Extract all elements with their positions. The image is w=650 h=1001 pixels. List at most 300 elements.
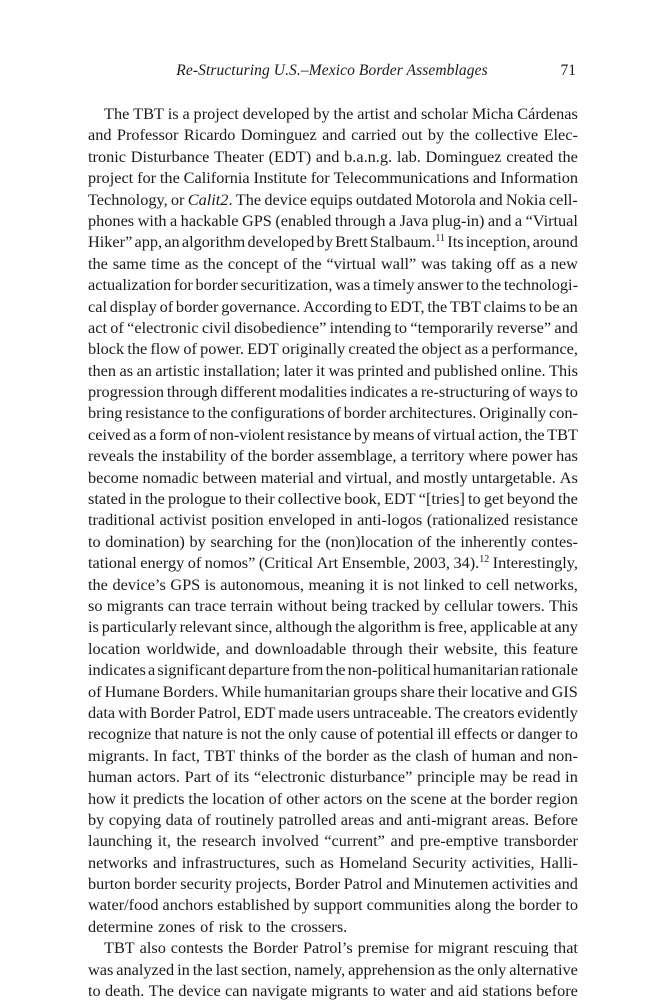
- word: Technology,: [88, 189, 168, 209]
- word: resistance: [125, 403, 190, 423]
- word: at: [450, 788, 463, 808]
- word: Its: [447, 232, 464, 252]
- text-line: [88, 980, 578, 1001]
- word: The: [434, 702, 461, 722]
- word: region: [536, 788, 578, 808]
- word: before: [536, 981, 578, 1001]
- word: through: [166, 382, 218, 402]
- word: as: [437, 959, 452, 979]
- word: in: [565, 767, 578, 787]
- word: tational: [88, 553, 137, 573]
- word: algorithm: [357, 617, 422, 637]
- word: and: [390, 831, 414, 851]
- word: assemblage,: [317, 446, 397, 466]
- word: cause: [320, 724, 357, 744]
- text-line: [88, 124, 578, 145]
- word: This: [549, 360, 578, 380]
- word: not: [240, 724, 262, 744]
- word: border: [134, 874, 177, 894]
- word: worldwide,: [146, 638, 220, 658]
- word: of: [359, 724, 374, 744]
- word: Information: [500, 168, 578, 188]
- word: territory: [411, 446, 465, 466]
- word: time: [151, 253, 180, 273]
- word: and: [430, 981, 454, 1001]
- word: the: [300, 531, 321, 551]
- word: different: [220, 382, 277, 402]
- word: project: [193, 104, 239, 123]
- word: is: [424, 617, 435, 637]
- word: copying: [108, 809, 162, 829]
- word: networks: [88, 852, 148, 872]
- word: modalities: [279, 382, 347, 402]
- word: the: [466, 788, 486, 808]
- footnote-marker: 12: [479, 554, 490, 566]
- word: areas: [340, 809, 375, 829]
- word: (Critical: [258, 553, 314, 573]
- word: where: [468, 446, 509, 466]
- word: or: [170, 189, 185, 209]
- word: feature: [532, 638, 578, 658]
- word: equips: [310, 189, 353, 209]
- text-line: [88, 274, 578, 295]
- word: projects,: [235, 874, 292, 894]
- text-line: [88, 402, 578, 423]
- word: is: [204, 574, 216, 594]
- word: users: [316, 702, 350, 722]
- word: Stalbaum.$^{11}$: [369, 232, 446, 252]
- word: humanitarian: [432, 660, 519, 680]
- word: Halli-: [539, 852, 578, 872]
- word: the: [454, 959, 475, 979]
- word: algorithm: [181, 232, 246, 252]
- word: tracked: [371, 595, 420, 615]
- word: their: [408, 638, 439, 658]
- text-line: [88, 189, 578, 210]
- word: in: [177, 959, 190, 979]
- word: published: [433, 360, 498, 380]
- word: it: [369, 574, 379, 594]
- word: ill: [437, 724, 451, 744]
- text-line: [88, 381, 578, 402]
- word: it: [119, 788, 130, 808]
- word: to: [248, 916, 261, 936]
- word: of: [283, 253, 297, 273]
- word: timely: [372, 275, 415, 295]
- word: of: [88, 681, 102, 701]
- word: (EDT): [268, 146, 312, 166]
- text-line: [88, 467, 578, 488]
- word: power: [511, 446, 553, 466]
- word: b.a.n.g.: [344, 146, 393, 166]
- word: Ensemble,: [341, 553, 410, 573]
- word: routinely: [215, 809, 275, 829]
- word: non-political: [347, 660, 431, 680]
- word: apprehension: [348, 959, 435, 979]
- word: app,: [134, 232, 163, 252]
- word: a: [182, 104, 190, 123]
- word: cal: [88, 296, 107, 316]
- word: This: [549, 595, 578, 615]
- word: made: [278, 702, 314, 722]
- word: Interestingly,: [492, 553, 578, 573]
- running-title: Re-Structuring U.S.–Mexico Border Assemblages: [176, 62, 488, 79]
- word: is: [226, 724, 238, 744]
- word: networks,: [514, 574, 578, 594]
- word: their: [437, 681, 468, 701]
- word: as: [520, 253, 534, 273]
- word: civil: [201, 317, 231, 337]
- word: an: [562, 296, 578, 316]
- word: The: [235, 189, 262, 209]
- word: and: [554, 317, 578, 337]
- word: stated: [88, 489, 126, 509]
- word: around: [532, 232, 578, 252]
- word: or: [500, 724, 515, 744]
- word: predicts: [132, 788, 185, 808]
- word: for: [277, 531, 297, 551]
- word: Patrol’s: [303, 938, 353, 958]
- word: the: [228, 938, 248, 958]
- text-line: [88, 488, 578, 509]
- word: through: [334, 210, 386, 230]
- word: it,: [157, 831, 171, 851]
- word: nomadic: [142, 467, 199, 487]
- word: the: [524, 424, 545, 444]
- word: meaning: [308, 574, 365, 594]
- word: (non)location: [325, 531, 414, 551]
- word: Institute: [253, 168, 307, 188]
- word: prologue: [167, 489, 226, 509]
- word: the: [427, 296, 448, 316]
- word: to: [465, 275, 479, 295]
- word: on: [366, 788, 383, 808]
- word: the: [176, 831, 197, 851]
- word: Art: [316, 553, 339, 573]
- text-line: [88, 916, 578, 937]
- word: evidently: [517, 702, 578, 722]
- word: by: [313, 104, 330, 123]
- text-line: [88, 616, 578, 637]
- text-line: [88, 146, 578, 167]
- word: the: [203, 253, 224, 273]
- word: Patrol: [343, 874, 383, 894]
- word: material: [260, 467, 315, 487]
- word: According: [303, 296, 372, 316]
- word: nature: [182, 724, 224, 744]
- word: of: [512, 382, 526, 402]
- word: Border: [294, 874, 340, 894]
- word: action,: [478, 424, 523, 444]
- word: printed: [357, 360, 404, 380]
- word: to: [565, 382, 578, 402]
- word: display: [109, 296, 157, 316]
- word: In: [153, 745, 168, 765]
- word: of: [283, 745, 298, 765]
- word: the: [494, 895, 515, 915]
- word: the: [265, 916, 286, 936]
- word: crossers.: [290, 916, 348, 936]
- word: how: [88, 788, 117, 808]
- word: being: [331, 595, 368, 615]
- word: “electronic: [253, 767, 326, 787]
- word: and: [393, 104, 418, 123]
- word: support: [313, 895, 363, 915]
- word: relevant: [179, 617, 233, 637]
- word: the: [435, 531, 456, 551]
- word: scholar: [420, 104, 468, 123]
- text-line: [88, 937, 578, 958]
- text-line: [88, 702, 578, 723]
- text-line: [88, 253, 578, 274]
- word: anti-logos: [357, 510, 423, 530]
- word: Micha: [471, 104, 514, 123]
- word: transborder: [503, 831, 578, 851]
- word: created: [506, 146, 554, 166]
- word: to: [528, 296, 542, 316]
- word: reverse”: [496, 317, 552, 337]
- word: namely,: [294, 959, 346, 979]
- word: “temporarily: [410, 317, 494, 337]
- word: clash: [415, 745, 449, 765]
- word: resistance: [513, 510, 578, 530]
- word: can: [167, 595, 191, 615]
- word: was: [335, 275, 361, 295]
- text-line: [88, 852, 578, 873]
- word: to: [468, 489, 481, 509]
- word: collective: [277, 489, 342, 509]
- word: online.: [500, 360, 546, 380]
- word: security: [180, 874, 232, 894]
- word: wall”: [381, 253, 417, 273]
- word: TBT: [104, 938, 135, 958]
- word: Part: [184, 767, 211, 787]
- word: As: [559, 467, 578, 487]
- word: a: [538, 253, 546, 273]
- text-line: [88, 103, 578, 124]
- word: the: [264, 724, 285, 744]
- word: traditional: [88, 510, 155, 530]
- word: of: [200, 916, 214, 936]
- word: only: [288, 724, 318, 744]
- word: get: [483, 489, 504, 509]
- text-line: [88, 509, 578, 530]
- word: as: [373, 745, 387, 765]
- word: out: [401, 125, 423, 145]
- word: be: [544, 296, 560, 316]
- word: artistic: [155, 360, 200, 380]
- word: and: [406, 360, 431, 380]
- word: migrants.: [88, 745, 150, 765]
- word: any: [554, 617, 578, 637]
- word: become: [88, 467, 139, 487]
- word: launching: [88, 831, 153, 851]
- word: the: [301, 745, 322, 765]
- word: border: [489, 788, 533, 808]
- word: While: [221, 681, 262, 701]
- word: a: [514, 210, 523, 230]
- word: without: [277, 595, 328, 615]
- word: the: [88, 574, 108, 594]
- text-line: [88, 595, 578, 616]
- word: Disturbance: [130, 146, 210, 166]
- word: means: [372, 424, 415, 444]
- word: TBT: [204, 745, 236, 765]
- word: Java: [399, 210, 429, 230]
- word: read: [532, 767, 561, 787]
- word: contes-: [530, 531, 578, 551]
- word: (enabled: [275, 210, 332, 230]
- word: a: [363, 275, 371, 295]
- word: the: [192, 959, 213, 979]
- word: nomos”: [204, 553, 256, 573]
- word: Security: [412, 852, 467, 872]
- word: Theater: [214, 146, 264, 166]
- word: and: [386, 874, 410, 894]
- word: to: [192, 403, 205, 423]
- word: actors.: [137, 767, 180, 787]
- word: 2003,: [413, 553, 450, 573]
- word: energy: [140, 553, 185, 573]
- word: migrant: [437, 938, 489, 958]
- word: last: [215, 959, 239, 979]
- word: other: [286, 788, 320, 808]
- word: resistance: [287, 424, 352, 444]
- word: the: [188, 788, 209, 808]
- word: it: [315, 360, 326, 380]
- word: the: [247, 446, 268, 466]
- word: by: [353, 424, 371, 444]
- word: the: [398, 339, 419, 359]
- word: to: [228, 489, 242, 509]
- word: of: [416, 424, 431, 444]
- word: scene: [410, 788, 447, 808]
- word: to: [468, 574, 482, 594]
- word: as: [320, 852, 334, 872]
- word: potential: [376, 724, 434, 744]
- word: such: [285, 852, 315, 872]
- word: that: [154, 724, 180, 744]
- text-line: [88, 167, 578, 188]
- word: Ricardo: [183, 125, 236, 145]
- word: alternative: [509, 959, 578, 979]
- word: although: [275, 617, 333, 637]
- word: by: [427, 125, 445, 145]
- word: device’s: [112, 574, 166, 594]
- word: in: [129, 489, 142, 509]
- word: enveloped: [268, 510, 336, 530]
- word: Humane: [104, 681, 160, 701]
- word: a: [481, 339, 489, 359]
- word: TBT: [450, 296, 481, 316]
- word: to: [88, 531, 101, 551]
- word: border: [271, 446, 314, 466]
- word: concept: [227, 253, 279, 273]
- word: technologi-: [503, 275, 578, 295]
- word: premise: [357, 938, 410, 958]
- word: indicates: [88, 660, 146, 680]
- body-text: [88, 103, 578, 1001]
- word: patrolled: [278, 809, 337, 829]
- word: California: [183, 168, 250, 188]
- word: share: [400, 681, 435, 701]
- word: to: [565, 895, 578, 915]
- word: location: [212, 788, 265, 808]
- word: object: [421, 339, 462, 359]
- word: governance.: [221, 296, 301, 316]
- word: was: [88, 959, 114, 979]
- word: and: [322, 125, 346, 145]
- word: Motorola: [415, 189, 476, 209]
- word: configurations: [230, 403, 325, 423]
- word: block: [88, 339, 125, 359]
- word: “virtual: [326, 253, 377, 273]
- word: this: [503, 638, 527, 658]
- text-line: [88, 574, 578, 595]
- word: creators: [462, 702, 515, 722]
- word: trace: [194, 595, 227, 615]
- word: and: [88, 125, 112, 145]
- word: anti-migrant: [406, 809, 488, 829]
- word: EDT: [243, 702, 276, 722]
- word: analyzed: [116, 959, 175, 979]
- word: with: [137, 210, 167, 230]
- word: hackable: [180, 210, 239, 230]
- word: and: [520, 745, 544, 765]
- word: research: [201, 831, 257, 851]
- word: actualization: [88, 275, 172, 295]
- word: flow: [150, 339, 181, 359]
- word: effects: [454, 724, 498, 744]
- word: an: [136, 360, 152, 380]
- word: actors: [323, 788, 363, 808]
- text-line: [88, 296, 578, 317]
- word: to: [374, 296, 388, 316]
- word: EDT,: [390, 296, 425, 316]
- text-line: [88, 531, 578, 552]
- word: as: [464, 339, 479, 359]
- word: rescuing: [493, 938, 549, 958]
- word: departure: [228, 660, 290, 680]
- word: and: [225, 638, 250, 658]
- word: data: [88, 702, 116, 722]
- word: bring: [88, 403, 123, 423]
- text-line: [88, 745, 578, 766]
- word: border: [195, 275, 238, 295]
- word: of: [453, 745, 467, 765]
- text-line: [88, 873, 578, 894]
- word: Homeland: [339, 852, 407, 872]
- word: a: [410, 382, 418, 402]
- word: power.: [200, 339, 244, 359]
- word: new: [550, 253, 578, 273]
- word: stations: [482, 981, 532, 1001]
- word: securitization,: [240, 275, 333, 295]
- word: and: [315, 146, 340, 166]
- word: the: [558, 146, 578, 166]
- word: website,: [443, 638, 498, 658]
- text-line: [88, 445, 578, 466]
- word: for: [173, 275, 193, 295]
- word: the: [333, 104, 354, 123]
- word: principle: [417, 767, 475, 787]
- word: and: [472, 168, 497, 188]
- word: applicable: [470, 617, 537, 637]
- word: humanitarian: [264, 681, 351, 701]
- word: along: [454, 895, 491, 915]
- word: ceived: [88, 424, 131, 444]
- word: created: [348, 339, 396, 359]
